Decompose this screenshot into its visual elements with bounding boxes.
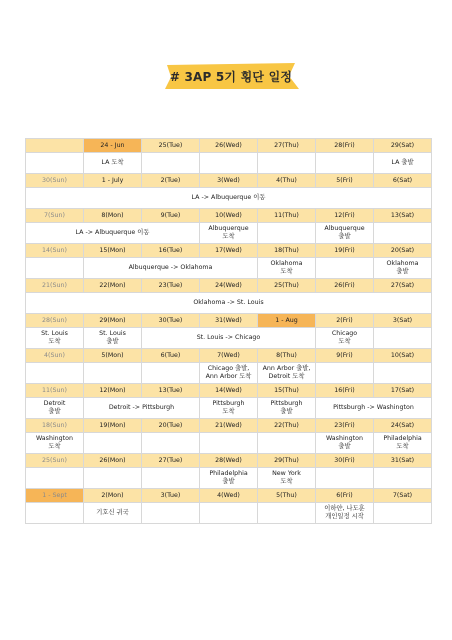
day-label: 16(Tue) <box>142 244 200 258</box>
day-label: 23(Tue) <box>142 279 200 293</box>
event-cell: 이하얀, 나도훈 개인일정 시작 <box>316 503 374 524</box>
day-label: 4(Sun) <box>26 349 84 363</box>
event-cell: LA 도착 <box>84 153 142 174</box>
day-label: 28(Fri) <box>316 139 374 153</box>
day-label: 22(Mon) <box>84 279 142 293</box>
week-header-row <box>26 489 432 503</box>
event-cell <box>374 328 432 349</box>
day-label: 3(Tue) <box>142 489 200 503</box>
event-cell <box>374 223 432 244</box>
day-label: 14(Wed) <box>200 384 258 398</box>
day-label: 9(Fri) <box>316 349 374 363</box>
day-label: 29(Mon) <box>84 314 142 328</box>
day-label <box>26 139 84 153</box>
day-label: 18(Thu) <box>258 244 316 258</box>
event-cell: Detroit 출발 <box>26 398 84 419</box>
event-cell: Pittsburgh -> Washington <box>316 398 432 419</box>
day-label: 31(Wed) <box>200 314 258 328</box>
event-cell: Washington 도착 <box>26 433 84 454</box>
event-cell <box>200 433 258 454</box>
day-label: 25(Tue) <box>142 139 200 153</box>
event-cell <box>316 258 374 279</box>
event-cell: LA -> Albuquerque 이동 <box>26 188 432 209</box>
event-cell <box>84 363 142 384</box>
day-label: 21(Sun) <box>26 279 84 293</box>
week-header-row <box>26 174 432 188</box>
event-cell <box>142 363 200 384</box>
week-event-row <box>26 433 432 454</box>
day-label: 12(Fri) <box>316 209 374 223</box>
event-cell <box>316 468 374 489</box>
event-cell <box>26 153 84 174</box>
event-cell <box>26 363 84 384</box>
day-label: 24 - Jun <box>84 139 142 153</box>
week-header-row <box>26 314 432 328</box>
day-label: 24(Wed) <box>200 279 258 293</box>
event-cell <box>200 503 258 524</box>
event-cell <box>200 153 258 174</box>
day-label: 5(Thu) <box>258 489 316 503</box>
week-event-row <box>26 188 432 209</box>
day-label: 22(Thu) <box>258 419 316 433</box>
week-event-row <box>26 398 432 419</box>
event-cell <box>142 153 200 174</box>
event-cell <box>316 153 374 174</box>
event-cell <box>26 468 84 489</box>
event-cell <box>142 433 200 454</box>
week-header-row <box>26 244 432 258</box>
week-header-row <box>26 454 432 468</box>
event-cell <box>374 363 432 384</box>
day-label: 26(Wed) <box>200 139 258 153</box>
day-label: 1 - Sept <box>26 489 84 503</box>
event-cell <box>258 433 316 454</box>
event-cell: New York 도착 <box>258 468 316 489</box>
week-header-row <box>26 419 432 433</box>
day-label: 31(Sat) <box>374 454 432 468</box>
week-header-row <box>26 279 432 293</box>
day-label: 11(Thu) <box>258 209 316 223</box>
day-label: 19(Fri) <box>316 244 374 258</box>
event-cell <box>84 468 142 489</box>
day-label: 8(Mon) <box>84 209 142 223</box>
event-cell: Chicago 도착 <box>316 328 374 349</box>
day-label: 4(Thu) <box>258 174 316 188</box>
day-label: 4(Wed) <box>200 489 258 503</box>
event-cell <box>258 153 316 174</box>
day-label: 27(Sat) <box>374 279 432 293</box>
event-cell: Philadelphia 출발 <box>200 468 258 489</box>
day-label: 19(Mon) <box>84 419 142 433</box>
day-label: 20(Tue) <box>142 419 200 433</box>
event-cell: Oklahoma -> St. Louis <box>26 293 432 314</box>
week-event-row <box>26 153 432 174</box>
day-label: 26(Mon) <box>84 454 142 468</box>
event-cell <box>26 503 84 524</box>
day-label: 13(Tue) <box>142 384 200 398</box>
day-label: 2(Tue) <box>142 174 200 188</box>
day-label: 14(Sun) <box>26 244 84 258</box>
day-label: 15(Mon) <box>84 244 142 258</box>
day-label: 30(Fri) <box>316 454 374 468</box>
week-event-row <box>26 503 432 524</box>
day-label: 3(Sat) <box>374 314 432 328</box>
week-header-row <box>26 384 432 398</box>
event-cell <box>84 433 142 454</box>
event-cell: Philadelphia 도착 <box>374 433 432 454</box>
week-header-row <box>26 139 432 153</box>
schedule-calendar <box>25 138 432 524</box>
week-event-row <box>26 328 432 349</box>
day-label: 27(Thu) <box>258 139 316 153</box>
day-label: 5(Mon) <box>84 349 142 363</box>
day-label: 26(Fri) <box>316 279 374 293</box>
event-cell: LA -> Albuquerque 이동 <box>26 223 200 244</box>
day-label: 2(Mon) <box>84 489 142 503</box>
event-cell <box>374 503 432 524</box>
event-cell: Albuquerque 출발 <box>316 223 374 244</box>
day-label: 11(Sun) <box>26 384 84 398</box>
day-label: 18(Sun) <box>26 419 84 433</box>
day-label: 13(Sat) <box>374 209 432 223</box>
day-label: 23(Fri) <box>316 419 374 433</box>
event-cell: St. Louis 출발 <box>84 328 142 349</box>
event-cell: Pittsburgh 도착 <box>200 398 258 419</box>
day-label: 8(Thu) <box>258 349 316 363</box>
day-label: 21(Wed) <box>200 419 258 433</box>
week-event-row <box>26 468 432 489</box>
event-cell: Oklahoma 도착 <box>258 258 316 279</box>
event-cell: Washington 출발 <box>316 433 374 454</box>
day-label: 6(Fri) <box>316 489 374 503</box>
week-event-row <box>26 258 432 279</box>
day-label: 7(Sun) <box>26 209 84 223</box>
day-label: 1 - Aug <box>258 314 316 328</box>
day-label: 10(Wed) <box>200 209 258 223</box>
day-label: 17(Sat) <box>374 384 432 398</box>
week-header-row <box>26 209 432 223</box>
event-cell: Detroit -> Pittsburgh <box>84 398 200 419</box>
day-label: 28(Wed) <box>200 454 258 468</box>
day-label: 25(Sun) <box>26 454 84 468</box>
day-label: 15(Thu) <box>258 384 316 398</box>
event-cell <box>258 223 316 244</box>
day-label: 28(Sun) <box>26 314 84 328</box>
day-label: 1 - July <box>84 174 142 188</box>
day-label: 20(Sat) <box>374 244 432 258</box>
day-label: 7(Wed) <box>200 349 258 363</box>
day-label: 9(Tue) <box>142 209 200 223</box>
day-label: 10(Sat) <box>374 349 432 363</box>
event-cell <box>374 468 432 489</box>
event-cell <box>26 258 84 279</box>
day-label: 12(Mon) <box>84 384 142 398</box>
week-event-row <box>26 293 432 314</box>
event-cell <box>258 503 316 524</box>
event-cell: Oklahoma 출발 <box>374 258 432 279</box>
day-label: 25(Thu) <box>258 279 316 293</box>
event-cell: St. Louis -> Chicago <box>142 328 316 349</box>
day-label: 7(Sat) <box>374 489 432 503</box>
day-label: 6(Sat) <box>374 174 432 188</box>
day-label: 29(Thu) <box>258 454 316 468</box>
day-label: 17(Wed) <box>200 244 258 258</box>
event-cell: Chicago 출발, Ann Arbor 도착 <box>200 363 258 384</box>
day-label: 3(Wed) <box>200 174 258 188</box>
day-label: 16(Fri) <box>316 384 374 398</box>
day-label: 27(Tue) <box>142 454 200 468</box>
event-cell: Albuquerque -> Oklahoma <box>84 258 258 279</box>
event-cell: Ann Arbor 출발, Detroit 도착 <box>258 363 316 384</box>
event-cell <box>142 468 200 489</box>
day-label: 24(Sat) <box>374 419 432 433</box>
day-label: 30(Sun) <box>26 174 84 188</box>
day-label: 5(Fri) <box>316 174 374 188</box>
title-banner <box>161 61 301 91</box>
event-cell <box>142 503 200 524</box>
day-label: 2(Fri) <box>316 314 374 328</box>
week-header-row <box>26 349 432 363</box>
day-label: 30(Tue) <box>142 314 200 328</box>
event-cell: 기호신 귀국 <box>84 503 142 524</box>
week-event-row <box>26 363 432 384</box>
page-title: # 3AP 5기 횡단 일정 <box>169 69 293 84</box>
event-cell: St. Louis 도착 <box>26 328 84 349</box>
day-label: 6(Tue) <box>142 349 200 363</box>
event-cell: LA 출발 <box>374 153 432 174</box>
day-label: 29(Sat) <box>374 139 432 153</box>
event-cell: Albuquerque 도착 <box>200 223 258 244</box>
week-event-row <box>26 223 432 244</box>
event-cell: Pittsburgh 출발 <box>258 398 316 419</box>
event-cell <box>316 363 374 384</box>
